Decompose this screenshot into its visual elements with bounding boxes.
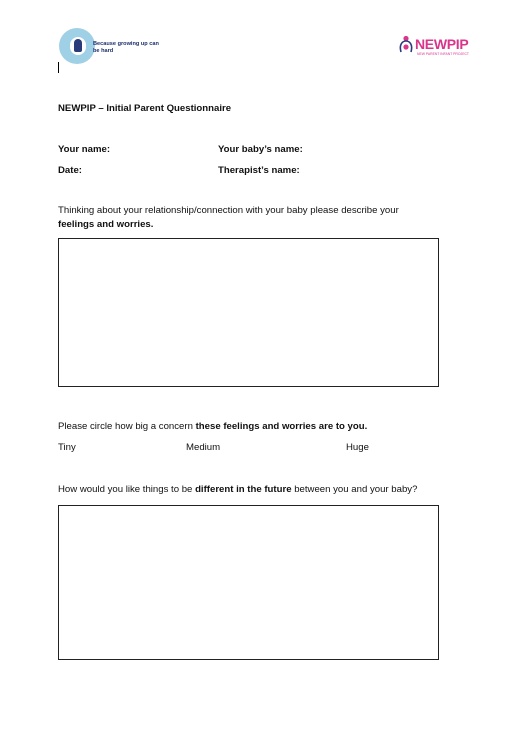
question-2-emphasis: these feelings and worries are to you. [195,421,368,432]
newpip-subtitle: NEW PARENT INFANT PROJECT [417,52,469,56]
therapists-name-label: Therapist’s name: [218,165,300,176]
text-cursor [58,62,59,73]
question-3-emphasis: different in the future [195,484,292,495]
babys-name-label: Your baby’s name: [218,144,303,155]
parent-infant-icon [398,35,414,53]
scale-option-tiny[interactable]: Tiny [58,442,76,453]
feelings-worries-answer-box[interactable] [58,238,439,387]
question-2-prefix: Please circle how big a concern [58,421,196,432]
scale-option-huge[interactable]: Huge [346,442,369,453]
question-3-suffix: between you and your baby? [291,484,418,495]
question-2 [58,420,367,433]
logo-circle-icon [59,28,95,64]
your-name-label: Your name: [58,144,111,155]
question-3-prefix: How would you like things to be [58,484,196,495]
logo-tagline: Because growing up can be hard [93,41,159,54]
scale-option-medium[interactable]: Medium [186,442,221,453]
date-label: Date: [58,165,82,176]
future-change-answer-box[interactable] [58,505,439,660]
newpip-logo [396,33,478,59]
question-1-line-1: Thinking about your relationship/connection with your baby please describe your [58,205,399,216]
childrens-charity-logo [57,28,187,76]
child-figure-icon [74,39,82,52]
question-3 [58,483,417,496]
newpip-wordmark: NEWPIP [415,36,469,52]
page-title: NEWPIP – Initial Parent Questionnaire [58,103,232,114]
question-1-line-2: feelings and worries. [58,219,154,230]
